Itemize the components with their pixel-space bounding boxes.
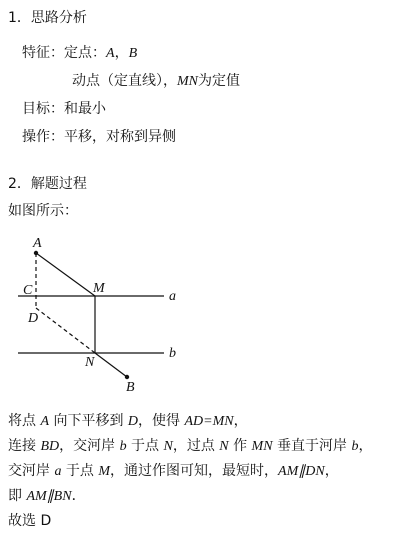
label-m: M xyxy=(93,281,105,296)
segment-am xyxy=(36,253,95,296)
moving-text: 动点（定直线）， xyxy=(72,73,177,89)
segment-ref: BD xyxy=(40,439,60,454)
moving-line xyxy=(72,72,240,91)
solution-line-4 xyxy=(8,487,86,506)
text: 于点 xyxy=(61,463,99,479)
point-ref: N xyxy=(163,439,173,454)
solution-line-2 xyxy=(8,437,372,456)
point-a-dot xyxy=(34,251,38,255)
label-a: A xyxy=(33,236,42,251)
solution-line-1 xyxy=(8,412,248,431)
text: 向下平移到 xyxy=(49,413,128,429)
text: 作 xyxy=(228,438,252,454)
text: ， xyxy=(358,438,373,454)
point-ref: D xyxy=(127,414,139,429)
goal-line: 目标：和最小 xyxy=(22,101,106,117)
label-line-a: a xyxy=(169,289,176,304)
text: 连接 xyxy=(8,438,41,454)
label-d: D xyxy=(28,311,39,326)
feature-line xyxy=(22,44,137,63)
answer-line: 故选 D xyxy=(8,513,52,529)
parallel-relation: AM∥BN xyxy=(26,489,72,504)
text: ， xyxy=(324,463,339,479)
label-c: C xyxy=(23,283,33,298)
point-b-dot xyxy=(125,375,129,379)
operation-line: 操作：平移，对称到异侧 xyxy=(22,129,176,145)
geometry-diagram xyxy=(0,228,200,398)
text: ，通过作图可知，最短时， xyxy=(110,463,279,479)
text: 于点 xyxy=(126,438,164,454)
text: 将点 xyxy=(8,413,41,429)
label-n: N xyxy=(85,355,95,370)
fixed-value-text: 为定值 xyxy=(198,73,240,89)
point-ref: M xyxy=(98,464,111,479)
segment-ref: MN xyxy=(251,439,273,454)
text: 即 xyxy=(8,488,27,504)
text: ，过点 xyxy=(172,438,220,454)
mn-ref: MN xyxy=(177,74,198,89)
text: ，使得 xyxy=(138,413,185,429)
section2-heading: 2．解题过程 xyxy=(8,176,87,192)
solution-line-3 xyxy=(8,462,339,481)
segment-dn xyxy=(36,308,95,353)
line-ref: b xyxy=(351,439,359,454)
point-ref: A xyxy=(40,414,50,429)
point-ref: N xyxy=(219,439,229,454)
text: ． xyxy=(71,488,86,504)
feature-label: 特征： xyxy=(22,45,64,61)
line-ref: b xyxy=(119,439,127,454)
line-ref: a xyxy=(54,464,62,479)
separator: ， xyxy=(114,45,129,61)
point-b-ref: B xyxy=(128,46,138,61)
text: ， xyxy=(233,413,248,429)
section1-heading: 1．思路分析 xyxy=(8,10,87,26)
label-b: B xyxy=(126,380,135,395)
equation: AD=MN xyxy=(184,414,234,429)
text: ，交河岸 xyxy=(59,438,120,454)
text: 交河岸 xyxy=(8,463,55,479)
fixed-points-text: 定点： xyxy=(64,45,106,61)
label-line-b: b xyxy=(169,346,176,361)
segment-nb xyxy=(95,353,127,377)
parallel-relation: AM∥DN xyxy=(278,464,325,479)
as-shown-text: 如图所示： xyxy=(8,203,78,219)
point-a-ref: A xyxy=(106,46,115,61)
text: 垂直于河岸 xyxy=(272,438,352,454)
